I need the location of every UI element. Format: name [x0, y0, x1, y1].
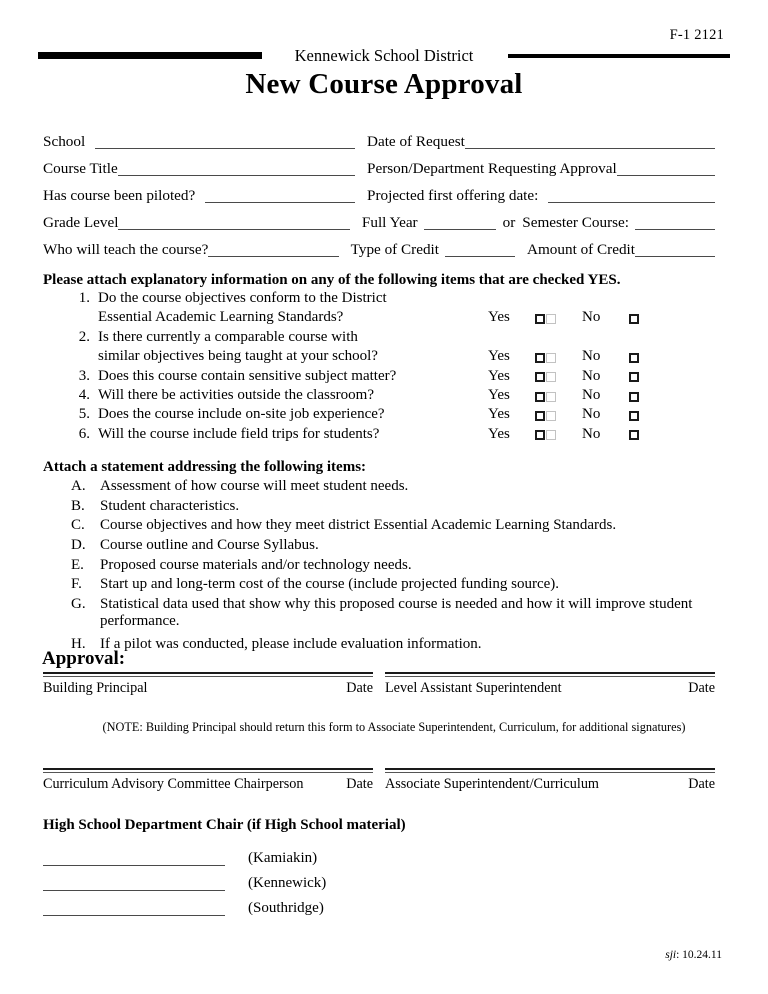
- no-checkbox-group[interactable]: [629, 349, 639, 366]
- question-number: 5.: [78, 406, 90, 423]
- department-chair-heading: High School Department Chair (if High School material): [43, 817, 406, 833]
- school-signature-lines: [43, 850, 463, 925]
- list-item-letter: D.: [71, 537, 86, 554]
- school-signature-input[interactable]: [43, 889, 225, 891]
- question-row: [43, 348, 715, 367]
- revision-date: : 10.24.11: [676, 949, 722, 961]
- field-person-department: [355, 161, 715, 176]
- school-signature-input[interactable]: [43, 864, 225, 866]
- yes-label: Yes: [488, 348, 510, 365]
- list-item-text: If a pilot was conducted, please include evaluation information.: [100, 635, 482, 652]
- signature-label: Curriculum Advisory Committee Chairperson: [43, 776, 304, 792]
- yes-checkbox[interactable]: [535, 314, 545, 324]
- field-label-school: School: [43, 133, 86, 150]
- date-label: Date: [346, 776, 373, 792]
- field-input-type-of-credit[interactable]: [445, 242, 515, 257]
- field-label-who-will-teach: Who will teach the course?: [43, 241, 209, 258]
- field-label-amount-of-credit: Amount of Credit: [527, 241, 635, 258]
- field-label-piloted: Has course been piloted?: [43, 187, 196, 204]
- question-number: 2.: [78, 328, 90, 345]
- no-checkbox[interactable]: [629, 392, 639, 402]
- header-rule-left: [38, 52, 262, 59]
- list-item-letter: E.: [71, 556, 84, 573]
- yes-checkbox[interactable]: [535, 372, 545, 382]
- list-item-text: Proposed course materials and/or technology needs.: [100, 556, 412, 573]
- no-checkbox-group[interactable]: [629, 427, 639, 444]
- yes-checkbox-group[interactable]: [535, 427, 556, 444]
- field-course-title: [43, 161, 355, 176]
- no-checkbox-group[interactable]: [629, 310, 639, 327]
- approval-heading: Approval:: [42, 648, 126, 669]
- signature-row-1: [43, 672, 733, 697]
- yes-checkbox[interactable]: [535, 353, 545, 363]
- list-item: [43, 596, 733, 635]
- no-checkbox-group[interactable]: [629, 369, 639, 386]
- signature-row-2: [43, 768, 733, 793]
- field-input-date-of-request[interactable]: [465, 134, 715, 149]
- yes-checkbox-shadow-icon: [546, 314, 556, 324]
- question-text-line1: Will there be activities outside the classroom?: [98, 386, 374, 403]
- no-label: No: [582, 425, 601, 442]
- school-signature-input[interactable]: [43, 914, 225, 916]
- question-text-line2: Essential Academic Learning Standards?: [98, 309, 344, 326]
- list-item-letter: A.: [71, 478, 86, 494]
- yes-checkbox-group[interactable]: [535, 388, 556, 405]
- yes-label: Yes: [488, 386, 510, 403]
- field-piloted: [43, 188, 355, 203]
- field-input-grade-level[interactable]: [118, 215, 349, 230]
- yes-checkbox-group[interactable]: [535, 369, 556, 386]
- no-checkbox[interactable]: [629, 430, 639, 440]
- question-number: 3.: [78, 367, 90, 384]
- field-label-projected-offering: Projected first offering date:: [367, 187, 539, 204]
- field-input-person-department[interactable]: [617, 161, 715, 176]
- signature-label: Building Principal: [43, 680, 148, 696]
- signature-level-assistant-superintendent: [385, 672, 715, 697]
- date-label: Date: [688, 680, 715, 696]
- list-item-text: Statistical data used that show why this proposed course is needed and how it will improve student performance.: [100, 596, 693, 630]
- list-item: [43, 576, 733, 596]
- yes-checkbox-group[interactable]: [535, 407, 556, 424]
- field-label-full-year: Full Year: [361, 214, 418, 231]
- no-label: No: [582, 406, 601, 423]
- list-item-text: Student characteristics.: [100, 497, 240, 514]
- list-item-letter: B.: [71, 497, 85, 514]
- no-checkbox[interactable]: [629, 411, 639, 421]
- school-name: (Kennewick): [248, 875, 327, 891]
- field-credit: [339, 242, 715, 257]
- yes-label: Yes: [488, 309, 510, 326]
- field-label-course-title: Course Title: [43, 160, 118, 177]
- field-year-or-semester: [350, 215, 715, 230]
- attachments-list: [43, 478, 733, 655]
- yesno-instruction: Please attach explanatory information on any of the following items that are checked YES.: [43, 272, 621, 288]
- question-row: [43, 329, 715, 348]
- field-input-piloted[interactable]: [205, 188, 355, 203]
- yes-checkbox[interactable]: [535, 430, 545, 440]
- field-label-type-of-credit: Type of Credit: [350, 241, 439, 258]
- list-item-letter: F.: [71, 576, 82, 593]
- attachments-title: Attach a statement addressing the following items:: [43, 459, 367, 475]
- question-row: [43, 290, 715, 309]
- no-label: No: [582, 386, 601, 403]
- list-item-text: Course outline and Course Syllabus.: [100, 537, 319, 554]
- field-input-who-will-teach[interactable]: [208, 242, 338, 257]
- district-name: Kennewick School District: [287, 46, 482, 66]
- field-input-course-title[interactable]: [118, 161, 355, 176]
- question-number: 4.: [78, 386, 90, 403]
- school-row: [43, 900, 463, 925]
- signature-building-principal: [43, 672, 373, 697]
- list-item: [43, 537, 733, 557]
- question-text-line1: Is there currently a comparable course with: [98, 328, 358, 345]
- field-label-date-of-request: Date of Request: [367, 133, 465, 150]
- list-item-letter: G.: [71, 596, 86, 613]
- signature-associate-superintendent-curriculum: [385, 768, 715, 793]
- date-label: Date: [346, 680, 373, 696]
- field-row: [43, 149, 715, 176]
- yes-checkbox-shadow-icon: [546, 392, 556, 402]
- field-label-grade-level: Grade Level: [43, 214, 119, 231]
- question-text-line1: Do the course objectives conform to the District: [98, 290, 387, 306]
- revision-stamp: [665, 949, 722, 961]
- list-item-text: Assessment of how course will meet student needs.: [100, 478, 409, 494]
- list-item-text: Course objectives and how they meet district Essential Academic Learning Standards.: [100, 517, 617, 534]
- school-name: (Kamiakin): [248, 850, 318, 866]
- yes-checkbox-group[interactable]: [535, 349, 556, 366]
- list-item-letter: C.: [71, 517, 85, 534]
- field-conjunction-or: or: [502, 214, 516, 231]
- question-row: [43, 426, 715, 445]
- list-item: [43, 557, 733, 577]
- field-grade-level: [43, 215, 350, 230]
- question-number: 6.: [78, 425, 90, 442]
- field-school: [43, 134, 355, 149]
- no-checkbox[interactable]: [629, 314, 639, 324]
- no-checkbox[interactable]: [629, 372, 639, 382]
- signature-label: Level Assistant Superintendent: [385, 680, 562, 696]
- list-item-text: Start up and long-term cost of the course (include projected funding source).: [100, 576, 560, 593]
- field-input-full-year[interactable]: [424, 215, 496, 230]
- field-date-of-request: [355, 134, 715, 149]
- list-item: [43, 636, 733, 656]
- field-row: [43, 203, 715, 230]
- field-row: [43, 122, 715, 149]
- header-rule-band: [38, 48, 730, 66]
- no-checkbox-group[interactable]: [629, 407, 639, 424]
- field-who-will-teach: [43, 242, 339, 257]
- question-text-line2: similar objectives being taught at your school?: [98, 348, 378, 365]
- yes-checkbox-group[interactable]: [535, 310, 556, 327]
- no-label: No: [582, 348, 601, 365]
- question-row: [43, 309, 715, 328]
- question-text-line1: Does this course contain sensitive subject matter?: [98, 367, 397, 384]
- date-label: Date: [688, 776, 715, 792]
- field-row: [43, 176, 715, 203]
- header-rule-right: [508, 54, 730, 58]
- question-row: [43, 387, 715, 406]
- school-row: [43, 850, 463, 875]
- field-label-person-department: Person/Department Requesting Approval: [367, 160, 617, 177]
- yes-label: Yes: [488, 367, 510, 384]
- form-fields: [43, 122, 715, 257]
- field-input-school[interactable]: [95, 134, 355, 149]
- revision-initials: sji: [665, 949, 677, 961]
- field-input-projected-offering[interactable]: [548, 188, 715, 203]
- form-code: F-1 2121: [669, 27, 724, 43]
- school-name: (Southridge): [248, 900, 324, 916]
- yes-checkbox[interactable]: [535, 411, 545, 421]
- list-item: [43, 478, 733, 498]
- yes-checkbox-shadow-icon: [546, 430, 556, 440]
- question-text-line1: Will the course include field trips for students?: [98, 425, 380, 442]
- yes-label: Yes: [488, 406, 510, 423]
- page-title: New Course Approval: [245, 68, 523, 100]
- yes-checkbox[interactable]: [535, 392, 545, 402]
- approval-note: (NOTE: Building Principal should return this form to Associate Superintendent, Curriculum, for additional signatures): [102, 720, 686, 734]
- field-label-semester-course: Semester Course:: [522, 214, 629, 231]
- no-label: No: [582, 309, 601, 326]
- yes-label: Yes: [488, 425, 510, 442]
- list-item-letter: H.: [71, 635, 86, 652]
- no-checkbox[interactable]: [629, 353, 639, 363]
- signature-label: Associate Superintendent/Curriculum: [385, 776, 599, 792]
- field-input-semester-course[interactable]: [635, 215, 715, 230]
- question-row: [43, 406, 715, 425]
- list-item: [43, 517, 733, 537]
- question-text-line1: Does the course include on-site job experience?: [98, 406, 385, 423]
- signature-curriculum-advisory-chairperson: [43, 768, 373, 793]
- no-checkbox-group[interactable]: [629, 388, 639, 405]
- list-item: [43, 498, 733, 518]
- yesno-question-list: [43, 290, 715, 445]
- yes-checkbox-shadow-icon: [546, 372, 556, 382]
- yes-checkbox-shadow-icon: [546, 353, 556, 363]
- field-row: [43, 230, 715, 257]
- yes-checkbox-shadow-icon: [546, 411, 556, 421]
- school-row: [43, 875, 463, 900]
- no-label: No: [582, 367, 601, 384]
- field-input-amount-of-credit[interactable]: [635, 242, 715, 257]
- question-row: [43, 368, 715, 387]
- question-number: 1.: [78, 290, 90, 306]
- field-projected-offering: [355, 188, 715, 203]
